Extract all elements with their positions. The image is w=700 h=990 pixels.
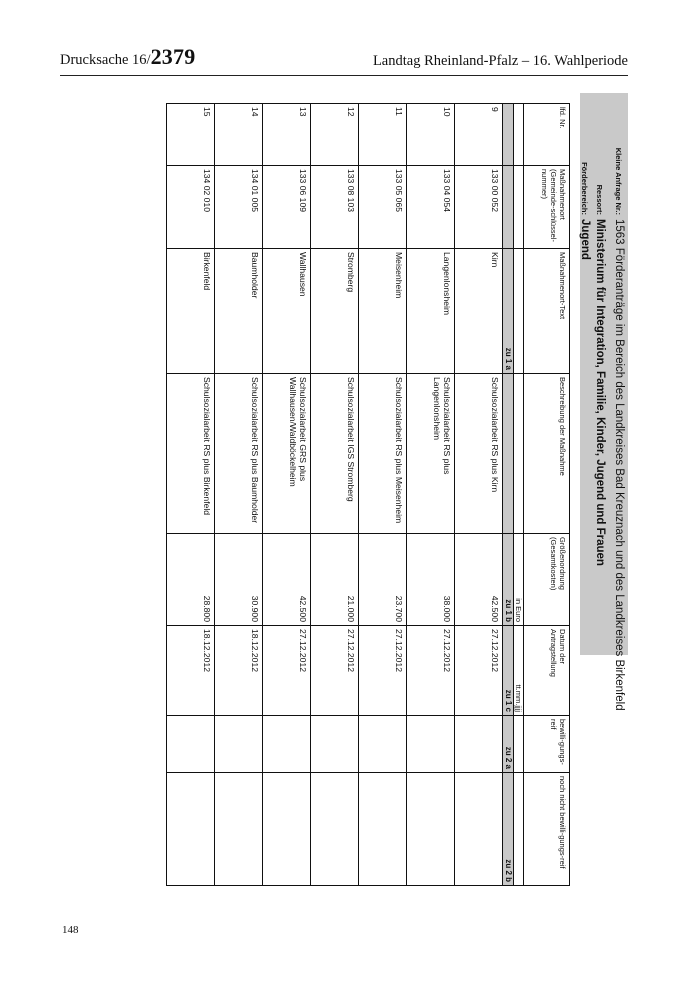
document-number-value: 2379 — [150, 44, 196, 69]
foerderbereich-value: Jugend — [579, 219, 591, 260]
cell-ort: Birkenfeld — [167, 249, 215, 374]
cell-bewilligungsreif — [359, 716, 407, 773]
cell-cost: 30.900 — [215, 534, 263, 626]
table-row — [407, 104, 455, 886]
cell-ort: Wallhausen — [263, 249, 311, 374]
col-header-bewilligungsreif: bewilli-gungs-reif — [524, 716, 570, 773]
unit-row — [514, 104, 524, 886]
col-header-datum: Datum der Antragstellung — [524, 626, 570, 716]
cell-noch-nicht — [455, 773, 503, 886]
cell-nr: 9 — [455, 104, 503, 166]
cell-cost: 21.000 — [311, 534, 359, 626]
cell-code: 133 08 103 — [311, 166, 359, 249]
cell-desc: Schulsozialarbeit RS plus Langenlonsheim — [407, 374, 455, 534]
cell-code: 133 06 109 — [263, 166, 311, 249]
ressort-value: Ministerium für Integration, Familie, Kinder, Jugend und Frauen — [594, 219, 606, 566]
cell-nr: 12 — [311, 104, 359, 166]
foerderbereich-label: Förderbereich: — [580, 162, 589, 215]
col-header-groessenordnung: Größenordnung (Gesamtkosten) — [524, 534, 570, 626]
cell-date: 27.12.2012 — [455, 626, 503, 716]
foerderantraege-table — [166, 103, 570, 886]
cell-date: 18.12.2012 — [215, 626, 263, 716]
cell-desc: Schulsozialarbeit RS plus Kirn — [455, 374, 503, 534]
kleine-anfrage-label: Kleine Anfrage Nr.: — [614, 147, 623, 215]
cell-date: 18.12.2012 — [167, 626, 215, 716]
table-row — [215, 104, 263, 886]
cell-code: 134 01 005 — [215, 166, 263, 249]
cell-desc: Schulsozialarbeit GRS plus Wallhausen/Waldböckelheim — [263, 374, 311, 534]
table-row — [167, 104, 215, 886]
zu-1b: zu 1 b — [503, 534, 514, 626]
cell-code: 133 00 052 — [455, 166, 503, 249]
cell-ort: Kirn — [455, 249, 503, 374]
zu-2a: zu 2 a — [503, 716, 514, 773]
ressort-label: Ressort: — [595, 184, 604, 215]
header-rule — [60, 75, 628, 76]
cell-nr: 10 — [407, 104, 455, 166]
zu-2b: zu 2 b — [503, 773, 514, 886]
page-header — [60, 46, 628, 76]
cell-ort: Langenlonsheim — [407, 249, 455, 374]
cell-code: 133 04 054 — [407, 166, 455, 249]
cell-noch-nicht — [167, 773, 215, 886]
cell-bewilligungsreif — [311, 716, 359, 773]
cell-bewilligungsreif — [455, 716, 503, 773]
cell-cost: 42.500 — [263, 534, 311, 626]
col-header-noch-nicht: noch nicht bewilli-gungs-reif — [524, 773, 570, 886]
cell-cost: 42.500 — [455, 534, 503, 626]
cell-noch-nicht — [215, 773, 263, 886]
cell-date: 27.12.2012 — [263, 626, 311, 716]
cell-noch-nicht — [407, 773, 455, 886]
cell-code: 134 02 010 — [167, 166, 215, 249]
unit-date-format: tt.mm.jjjj — [514, 626, 524, 716]
info-block — [580, 93, 628, 885]
cell-ort: Meisenheim — [359, 249, 407, 374]
document-number-prefix: Drucksache 16/ — [60, 52, 151, 68]
zu-1a: zu 1 a — [503, 249, 514, 374]
cell-desc: Schulsozialarbeit RS plus Birkenfeld — [167, 374, 215, 534]
cell-noch-nicht — [263, 773, 311, 886]
cell-date: 27.12.2012 — [407, 626, 455, 716]
cell-bewilligungsreif — [263, 716, 311, 773]
cell-code: 133 05 065 — [359, 166, 407, 249]
cell-ort: Stromberg — [311, 249, 359, 374]
rotated-table-area — [118, 93, 628, 885]
col-header-beschreibung: Beschreibung der Maßnahme — [524, 374, 570, 534]
cell-nr: 11 — [359, 104, 407, 166]
cell-noch-nicht — [311, 773, 359, 886]
table-row — [455, 104, 503, 886]
cell-cost: 23.700 — [359, 534, 407, 626]
zu-row — [503, 104, 514, 886]
foerderbereich-line — [577, 93, 595, 260]
cell-noch-nicht — [359, 773, 407, 886]
table-row — [359, 104, 407, 886]
cell-ort: Baumholder — [215, 249, 263, 374]
cell-desc: Schulsozialarbeit IGS Stromberg — [311, 374, 359, 534]
table-row — [311, 104, 359, 886]
kleine-anfrage-line — [613, 93, 625, 711]
parliament-title: Landtag Rheinland-Pfalz – 16. Wahlperiode — [372, 53, 628, 69]
zu-1c: zu 1 c — [503, 626, 514, 716]
kleine-anfrage-value: 1563 Förderanträge im Bereich des Landkreises Bad Kreuznach und des Landkreises Birkenfeld — [613, 219, 625, 711]
cell-cost: 28.800 — [167, 534, 215, 626]
document-number — [60, 44, 195, 70]
header-row — [524, 104, 570, 886]
cell-nr: 15 — [167, 104, 215, 166]
cell-nr: 14 — [215, 104, 263, 166]
col-header-lfd-nr: lfd. Nr. — [524, 104, 570, 166]
cell-cost: 38.000 — [407, 534, 455, 626]
cell-bewilligungsreif — [215, 716, 263, 773]
cell-bewilligungsreif — [167, 716, 215, 773]
cell-nr: 13 — [263, 104, 311, 166]
unit-euro: in Euro — [514, 534, 524, 626]
cell-bewilligungsreif — [407, 716, 455, 773]
cell-date: 27.12.2012 — [311, 626, 359, 716]
cell-desc: Schulsozialarbeit RS plus Baumholder — [215, 374, 263, 534]
col-header-massnahmenort-text: Maßnahmenort-Text — [524, 249, 570, 374]
cell-desc: Schulsozialarbeit RS plus Meisenheim — [359, 374, 407, 534]
cell-date: 27.12.2012 — [359, 626, 407, 716]
page-number: 148 — [62, 924, 79, 936]
table-row — [263, 104, 311, 886]
col-header-massnahmenort: Maßnahmenort (Gemeinde-schlüssel-nummer) — [524, 166, 570, 249]
